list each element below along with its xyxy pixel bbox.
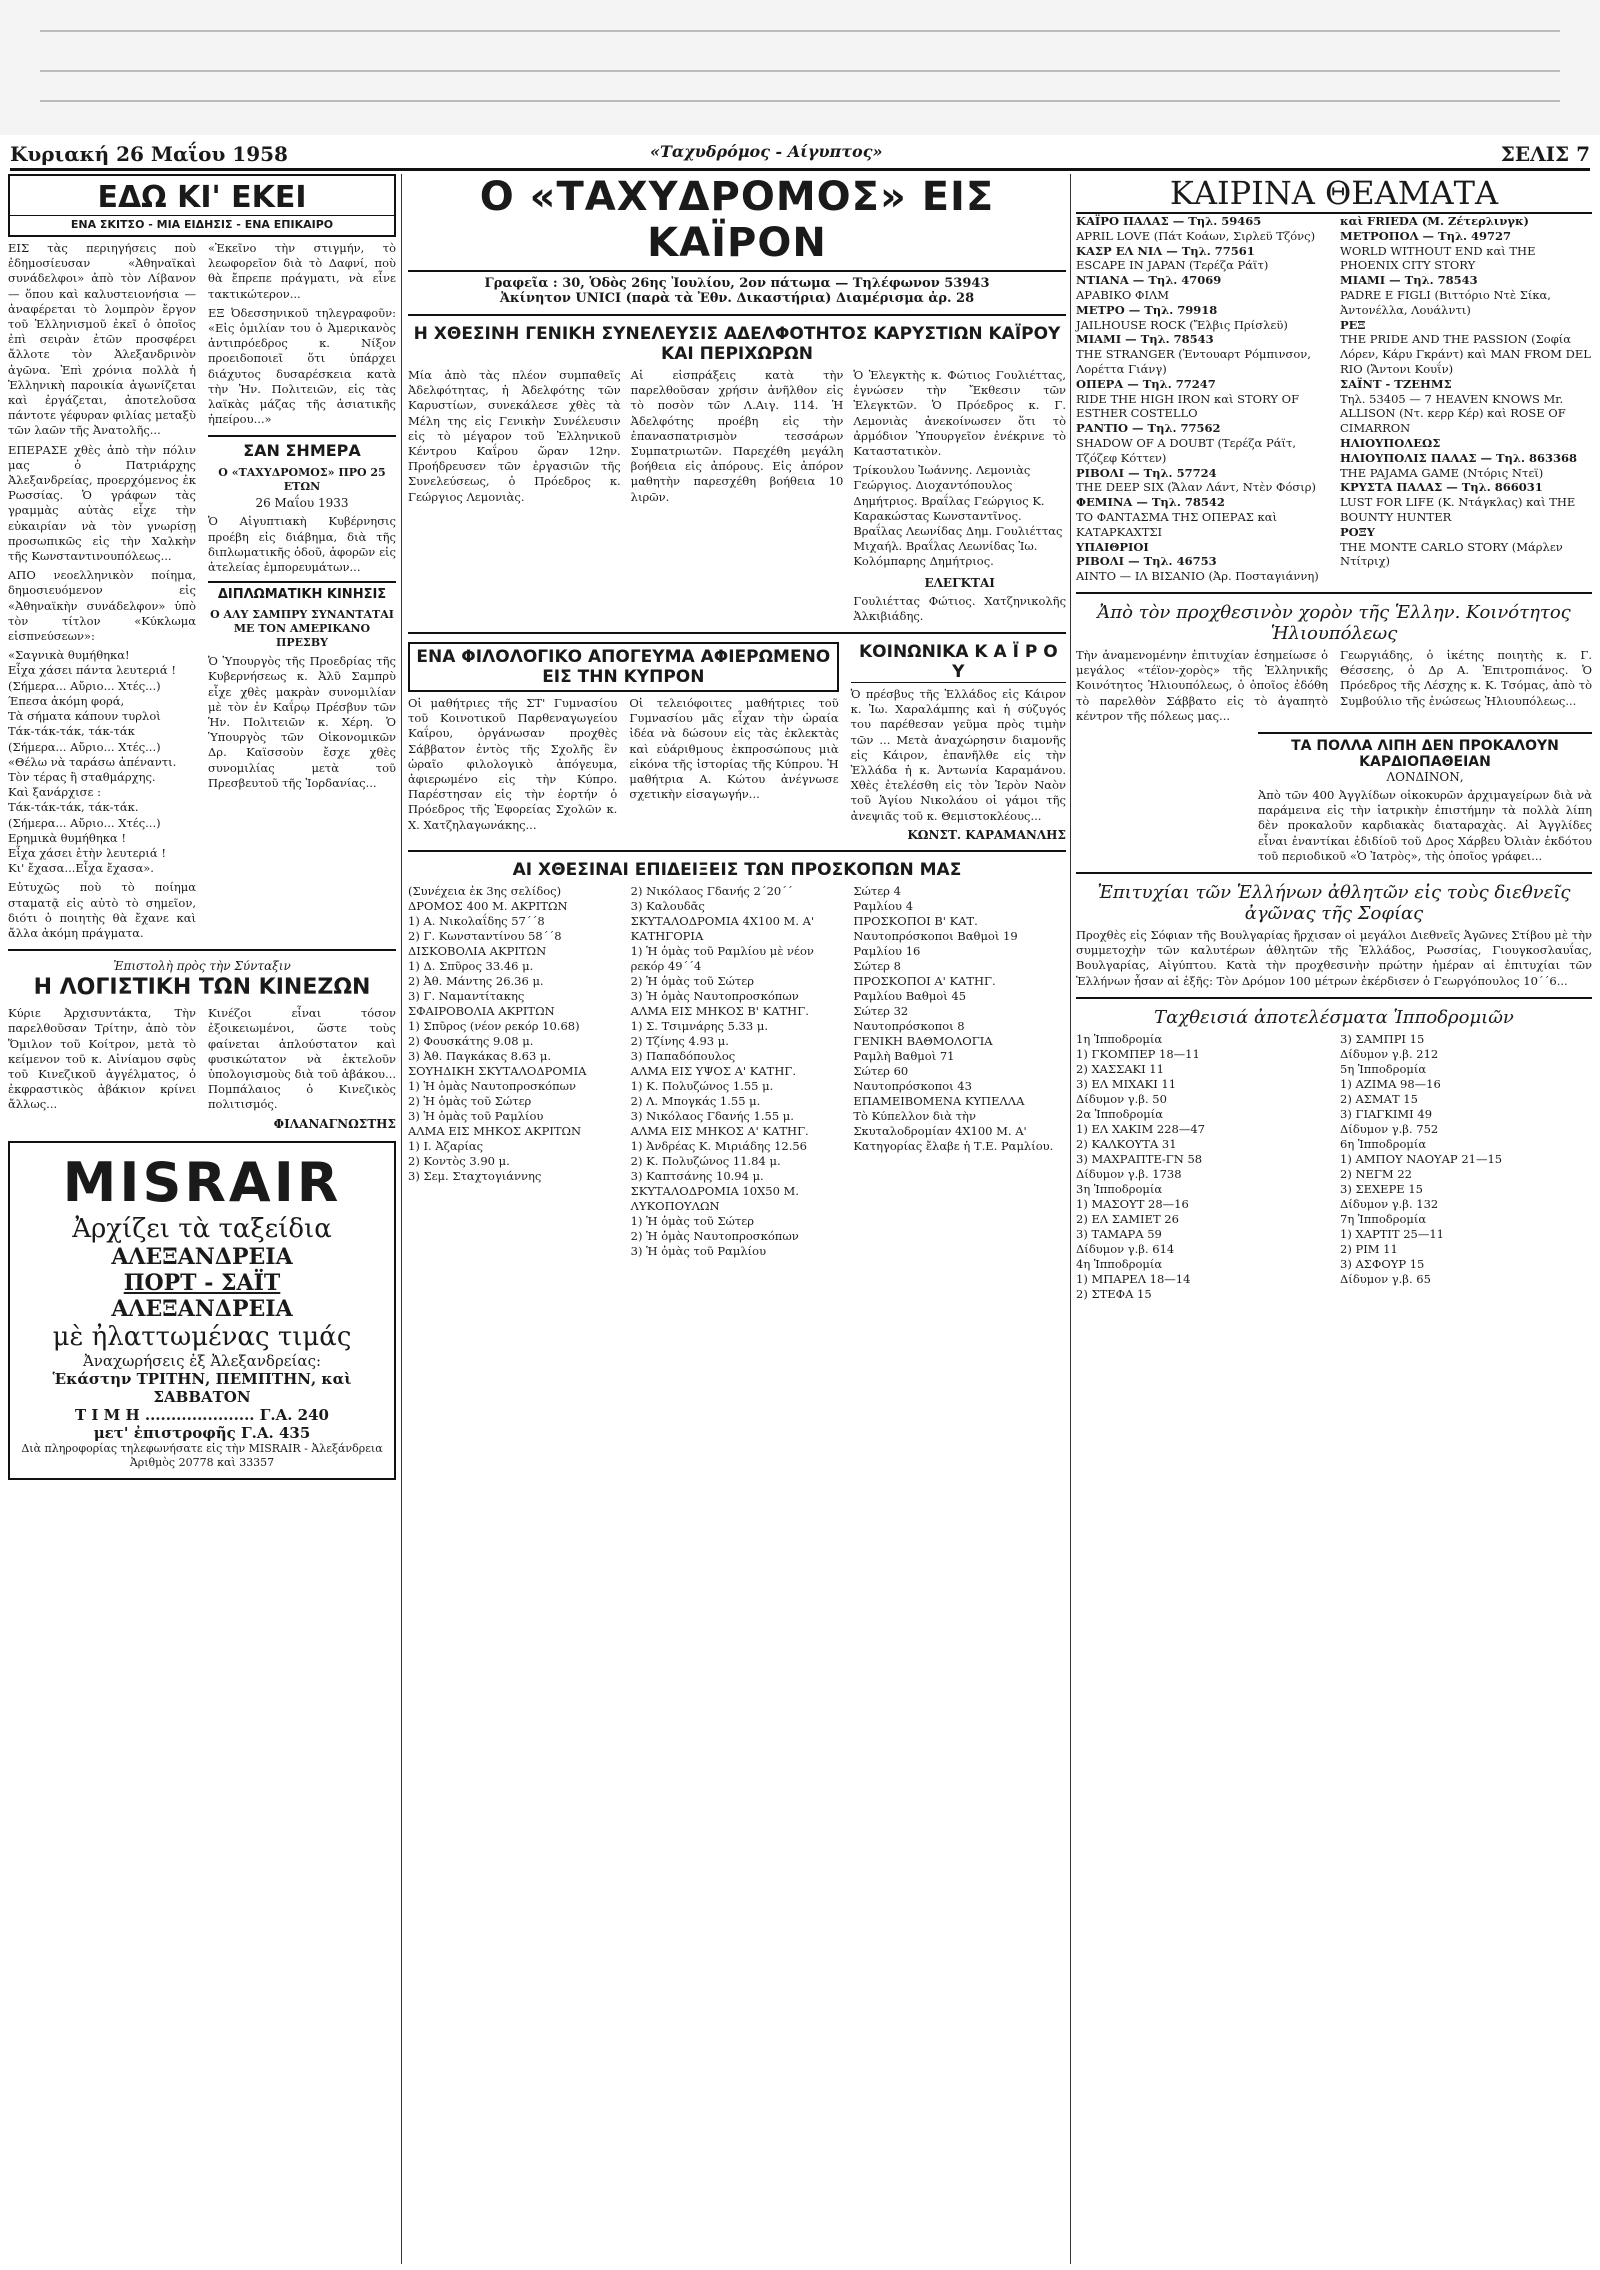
social-signature: ΚΩΝΣΤ. ΚΑΡΑΜΑΝΛΗΣ [907, 827, 1066, 842]
cinema-film: ΤΟ ΦΑΝΤΑΣΜΑ ΤΗΣ ΟΠΕΡΑΣ καὶ ΚΑΤΑΡΚΑΧΤΣΙ [1076, 509, 1278, 539]
assembly-text: Αἱ εἰσπράξεις κατὰ τὴν παρελθοῦσαν χρήσιν ἀνῆλθον εἰς τὸ ποσὸν τῶν Λ.Αιγ. 114. Ἡ Ἀδελφότης προέβη εἰς τὴν ἐπανασπατρισμὸν τεσσάρων Συμπατριωτῶν. Παρεχέθη μεγάλη βοήθεια εἰς ἀπόρους. Εἰς ἀπόρον μαθητὴν παρεσχέθη βοήθεια 10 λιρῶν. [630, 368, 844, 504]
ad-line: ΑΛΕΞΑΝΔΡΕΙΑ [111, 1243, 293, 1270]
cinema-listing [1340, 214, 1592, 229]
ad-line: Ἀναχωρήσεις ἐξ Ἀλεξανδρείας: [82, 1351, 322, 1370]
scan-noise-line [40, 30, 1560, 32]
cinema-film: APRIL LOVE (Πάτ Κοάων, Σιρλεϋ Τζόνς) [1076, 228, 1316, 243]
chinese-kicker: Ἐπιστολὴ πρὸς τὴν Σύνταξιν [113, 959, 291, 974]
chinese-text: Κύριε Ἀρχισυντάκτα, Τὴν παρελθοῦσαν Τρίτην, ἀπὸ τὸν Ὅμιλον τοῦ Κοίτρον, μετὰ τὸ κείμενον τοῦ κ. Αἰνίαμου σφὺς τοῦ Κινεζικοῦ ἀγγέλματος, ὁ ἐκφραστικὸς ἀβάκιον κρίνει ἄλλως... [8, 1006, 196, 1112]
cinema-listing [1076, 554, 1328, 584]
cinema-name: καὶ FRIEDA (Μ. Ζέτερλινγκ) [1340, 214, 1530, 228]
cinema-film: WORLD WITHOUT END καὶ THE PHOENIX CITY STORY [1340, 243, 1536, 273]
divider [1076, 997, 1592, 999]
philo-text: Οἱ τελειόφοιτες μαθήτριες τοῦ Γυμνασίου μᾶς εἶχαν τὴν ὡραία ἰδέα νὰ δώσουν εἰς τὰς ἐκλεκτὰς καὶ εὐάριθμους ἐκπροσώπους μιὰ εἰκόνα τῆς ἱστορίας τῆς Κύπρου. Ἡ μαθήτρια Α. Κώτου ἀνέγνωσε σχετικὴν εἰσαγωγήν... [629, 696, 839, 802]
chorus-title: Ἀπὸ τὸν προχθεσινὸν χορὸν τῆς Ἑλλην. Κοινότητος Ἡλιουπόλεως [1097, 601, 1571, 644]
cinema-film: THE DEEP SIX (Ἄλαν Λάντ, Ντὲν Φόσιρ) [1076, 480, 1316, 495]
divider [408, 850, 1066, 852]
heart-title: ΤΑ ΠΟΛΛΑ ΛΙΠΗ ΔΕΝ ΠΡΟΚΑΛΟΥΝ ΚΑΡΔΙΟΠΑΘΕΙΑΝ [1258, 732, 1592, 770]
today-title: ΣΑΝ ΣΗΜΕΡΑ [208, 435, 396, 460]
chinese-signature: ΦΙΛΑΝΑΓΝΩΣΤΗΣ [273, 1116, 396, 1131]
athletes-title: Ἐπιτυχίαι τῶν Ἑλλήνων ἀθλητῶν εἰς τοὺς διεθνεῖς ἀγῶνας τῆς Σοφίας [1097, 881, 1571, 924]
cinema-listing [1340, 451, 1592, 481]
ad-line: Ἀριθμὸς 20778 καὶ 33357 [129, 1455, 275, 1469]
masthead-running-title: «Ταχυδρόμος - Αίγυπτος» [650, 142, 883, 161]
assembly-body [408, 364, 1066, 624]
ad-line: Ἀρχίζει τὰ ταξείδια [72, 1213, 332, 1244]
assembly-title: Η ΧΘΕΣΙΝΗ ΓΕΝΙΚΗ ΣΥΝΕΛΕΥΣΙΣ ΑΔΕΛΦΟΤΗΤΟΣ ΚΑΡΥΣΤΙΩΝ ΚΑΪΡΟΥ ΚΑΙ ΠΕΡΙΧΩΡΩΝ [413, 324, 1061, 364]
cinema-name: ΡΑΝΤΙΟ — Τηλ. 77562 [1076, 421, 1221, 436]
cinemas-title: ΚΑΙΡΙΝΑ ΘΕΑΜΑΤΑ [1076, 174, 1592, 214]
heart-row [1076, 732, 1592, 864]
office-address: Γραφεῖα : 30, Ὁδὸς 26ης Ἰουλίου, 2ον πάτωμα — Τηλέφωνον 53943 [484, 276, 990, 291]
edo-text: ΕΠΕΡΑΣΕ χθὲς ἀπὸ τὴν πόλιν μας ὁ Πατριάρχης Ἀλεξανδρείας, προερχόμενος ἐκ Ρωσσίας. Ὁ γράφων τὰς γραμμὰς αὐτὰς εἶχε τὴν εὐκαιρίαν νὰ τὸν γνωρίσῃ προσωπικῶς εἰς τὴν Χαλκὴν τῆς Κωνσταντινουπόλεως... [8, 442, 196, 564]
sports-title: ΑΙ ΧΘΕΣΙΝΑΙ ΕΠΙΔΕΙΞΕΙΣ ΤΩΝ ΠΡΟΣΚΟΠΩΝ ΜΑΣ [512, 859, 962, 880]
cinema-listing [1340, 436, 1592, 451]
races-results-text: 1η Ἱπποδρομία 1) ΓΚΟΜΠΕΡ 18—11 2) ΧΑΣΣΑΚΙ 11 3) ΕΛ ΜΙΧΑΚΙ 11 Δίδυμον γ.β. 50 2α Ἱπποδρομία 1) ΕΛ ΧΑΚΙΜ 228—47 2) ΚΑΛΚΟΥΤΑ 31 3) ΜΑΧΡΑΠΤΕ-ΓΝ 58 Δίδυμον γ.β. 1738 3η Ἱπποδρομία 1) ΜΑΣΟΥΤ 28—16 2) ΕΛ ΣΑΜΙΕΤ 26 3) ΤΑΜΑΡΑ 59 Δίδυμον γ.β. 614 4η Ἱπποδρομία 1) ΜΠΑΡΕΛ 18—14 2) ΣΤΕΦΑ 15 [1076, 1031, 1205, 1301]
social-title: ΚΟΙΝΩΝΙΚΑ Κ Α Ϊ Ρ Ο Υ [851, 642, 1066, 683]
ad-line: ΠΟΡΤ - ΣΑΪΤ [123, 1269, 281, 1296]
cinema-listing [1076, 540, 1328, 555]
cinema-listing [1076, 332, 1328, 376]
divider [1076, 592, 1592, 594]
cinema-film: ESCAPE IN JAPAN (Τερέζα Ράϊτ) [1076, 258, 1269, 273]
philo-text: Οἱ μαθήτριες τῆς ΣΤ' Γυμνασίου τοῦ Κοινοτικοῦ Παρθεναγωγείου Καΐρου, ὀργάνωσαν προχθὲς Σάββατον ἐντὸς τῆς Σχολῆς ἓν ὡραῖο φιλολογικὸ ἀπόγευμα, ἀφιερωμένο εἰς τὴν Κύπρο. Παρέστησαν εἰς τὴν ἑορτήν ὁ Πρόεδρος τῆς Ἐφορείας Σχολῶν κ. Χ. Χατζηλαγωνάκης... [408, 696, 618, 832]
divider [408, 314, 1066, 316]
cinema-name: ΟΠΕΡΑ — Τηλ. 77247 [1076, 376, 1216, 391]
cinema-name: ΚΑΪΡΟ ΠΑΛΑΣ — Τηλ. 59465 [1076, 214, 1262, 228]
chorus-body [1076, 644, 1592, 724]
cinema-list-left [1076, 214, 1328, 584]
cinema-name: ΚΑΣΡ ΕΛ ΝΙΛ — Τηλ. 77561 [1076, 243, 1255, 258]
cinema-listing [1340, 525, 1592, 569]
edo-ki-ekei-box [8, 174, 396, 237]
philo-social-row [408, 642, 1066, 842]
cinema-film: PADRE E FIGLI (Βιττόριο Ντὲ Σίκα, Ἀντονέλλα, Λουάλντι) [1340, 287, 1551, 317]
edo-ki-ekei-body [8, 237, 396, 941]
assembly-text: Μία ἀπὸ τὰς πλέον συμπαθεῖς Ἀδελφότητας, ἡ Ἀδελφότης τῶν Καρυστίων, συνεκάλεσε χθὲς τὰ Μέλη της εἰς Γενικὴν Συνέλευσιν εἰς τὸ μέγαρον τοῦ Ἑλληνικοῦ Κέντρου Καΐρου ὥραν 12ην. Προήδρευσεν τῶν ἐργασιῶν τῆς Συνελεύσεως, ὁ Πρόεδρος κ. Γεώργιος Λεμονιὰς. [408, 368, 621, 504]
cinema-name: ΣΑΪΝΤ - ΤΖΕΗΜΣ [1340, 376, 1452, 391]
today-date: 26 Μαΐου 1933 [255, 496, 349, 511]
issue-date: Κυριακή 26 Μαΐου 1958 [10, 142, 288, 166]
chorus-text: Γεωργιάδης, ὁ ἱκέτης ποιητὴς κ. Γ. Θέσσεης, ὁ Δρ Α. Ἐπιτροπιάνος. Ὁ Πρόεδρος τῆς Λέσχης κ. Κ. Τσόμας, ἀπὸ τὸ Συμβούλιο τῆς ἐνώσεως Ἡλιουπόλεως... [1340, 647, 1592, 708]
center-column [408, 174, 1066, 1259]
chinese-body [8, 1002, 396, 1130]
cinema-name: ΦΕΜΙΝΑ — Τηλ. 78542 [1076, 495, 1225, 510]
cinema-name: ΥΠΑΙΘΡΙΟΙ [1076, 539, 1149, 554]
cinema-name: ΜΙΑΜΙ — Τηλ. 78543 [1340, 273, 1478, 288]
today-subtitle: Ο «ΤΑΧΥΔΡΟΜΟΣ» ΠΡΟ 25 ΕΤΩΝ [218, 466, 386, 494]
cinema-film: THE PAJAMA GAME (Ντόρις Ντεϊ) [1340, 465, 1544, 480]
edo-text: ΕΙΣ τὰς περιηγήσεις ποὺ ἐδημοσίευσαν «Ἀθηναϊκαὶ συνάδελφοι» ἀπὸ τὸν Λίβανον — ὅπου καὶ καλυστειονήσια — ἀναφέρεται τὸ λομπρὸν ἔργον τοῦ Ἑλληνισμοῦ ἐκεῖ ὁ ὁποῖος ἐπὶ σειρὰν ἐτῶν προσφέρει ἄλλοτε τὸν Ἀλεξανδρινὸν ἀγῶνα. Ἐπὶ χρόνια πολλὰ ἡ Ἑλληνικὴ παροικία ἀγωνίζεται καὶ ἐργάζεται, ἀποτελοῦσα πάντοτε γέφυραν φιλίας μεταξὺ τῶν λαῶν τῆς Ἀνατολῆς... [8, 241, 196, 438]
cinema-film: JAILHOUSE ROCK (Ἔλβις Πρίσλεϋ) [1076, 317, 1288, 332]
cinema-listing [1340, 273, 1592, 317]
cinema-listing [1340, 318, 1592, 377]
edo-text: ΑΠΟ νεοελληνικὸν ποίημα, δημοσιευόμενον εἰς «Ἀθηναϊκὴν συνάδελφον» ὑπὸ τὸν τίτλον «Κύκλωμα εἰσπνεύσεων»: [8, 568, 196, 644]
cinema-name: ΜΕΤΡΟ — Τηλ. 79918 [1076, 302, 1218, 317]
cinema-name: ΡΟΞΥ [1340, 524, 1375, 539]
sports-results-text: (Συνέχεια ἐκ 3ης σελίδος) ΔΡΟΜΟΣ 400 Μ. ΑΚΡΙΤΩΝ 1) Α. Νικολαΐδης 57΄΄8 2) Γ. Κωνσταντίνου 58΄΄8 ΔΙΣΚΟΒΟΛΙΑ ΑΚΡΙΤΩΝ 1) Δ. Σπῦρος 33.46 μ. 2) Ἀθ. Μάντης 26.36 μ. 3) Γ. Ναμαντίτακης ΣΦΑΙΡΟΒΟΛΙΑ ΑΚΡΙΤΩΝ 1) Σπῦρος (νέον ρεκόρ 10.68) 2) Φουσκάτης 9.08 μ. 3) Ἀθ. Παγκάκας 8.63 μ. ΣΟΥΗΔΙΚΗ ΣΚΥΤΑΛΟΔΡΟΜΙΑ 1) Ἡ ὁμὰς Ναυτοπροσκόπων 2) Ἡ ὁμὰς τοῦ Σώτερ 3) Ἡ ὁμὰς τοῦ Ραμλίου ΑΛΜΑ ΕΙΣ ΜΗΚΟΣ ΑΚΡΙΤΩΝ 1) Ι. Ἀζαρίας 2) Κοντὸς 3.90 μ. 3) Σεμ. Σταχτογιάννης [408, 883, 587, 1183]
ad-line: Ἑκάστην ΤΡΙΤΗΝ, ΠΕΜΠΤΗΝ, καὶ ΣΑΒΒΑΤΟΝ [52, 1369, 352, 1406]
diplo-subtitle: Ο ΑΛΥ ΣΑΜΠΡΥ ΣΥΝΑΝΤΑΤΑΙ ΜΕ ΤΟΝ ΑΜΕΡΙΚΑΝΟ ΠΡΕΣΒΥ [210, 608, 394, 650]
cinema-film: THE STRANGER (Ἐντουαρτ Ρόμπινσον, Λορέττα Γιάνγ) [1076, 347, 1311, 376]
cinema-film: SHADOW OF A DOUBT (Τερέζα Ράϊτ, Τζόζεφ Κόττεν) [1076, 435, 1296, 465]
heart-text: Ἀπὸ τῶν 400 Ἀγγλίδων οἰκοκυρῶν ἀρχιμαγείρων διὰ νὰ παράμεινα εἰς τὴν ἰατρικὴν ἐπιστήμην τὰ πολλὰ λίπη δὲν προκαλοῦν καρδιακὰς διαταραχὰς. Αἱ Ἀγγλίδες εἶναι ἐναντίκαι ἐδιδίοῦ τοῦ Δρος Χάρβευ Ὀλιὰν ἐκδότου τοῦ περιοδικοῦ «Ὁ Ἰατρὸς», τὴς ὁποῖος γράφει... [1258, 787, 1592, 863]
scan-header-strip [0, 0, 1600, 135]
sports-results [408, 880, 1066, 1259]
cinema-name: ΜΕΤΡΟΠΟΛ — Τηλ. 49727 [1340, 228, 1512, 243]
philo-title: ΕΝΑ ΦΙΛΟΛΟΓΙΚΟ ΑΠΟΓΕΥΜΑ ΑΦΙΕΡΩΜΕΝΟ ΕΙΣ ΤΗΝ ΚΥΠΡΟΝ [408, 642, 839, 692]
cinema-listing [1076, 377, 1328, 421]
column-rule [1070, 174, 1071, 2264]
dateline-bar [10, 142, 1590, 171]
scan-noise-line [40, 70, 1560, 72]
ad-line: Τ Ι Μ Η ..................... Γ.Α. 240 [75, 1405, 329, 1424]
diplo-title: ΔΙΠΛΩΜΑΤΙΚΗ ΚΙΝΗΣΙΣ [208, 581, 396, 602]
cinema-listing [1340, 377, 1592, 436]
races-results-text: 3) ΣΑΜΠΡΙ 15 Δίδυμον γ.β. 212 5η Ἱπποδρομία 1) ΑΖΙΜΑ 98—16 2) ΑΣΜΑΤ 15 3) ΓΙΑΓΚΙΜΙ 49 Δίδυμον γ.β. 752 6η Ἱπποδρομία 1) ΑΜΠΟΥ ΝΑΟΥΑΡ 21—15 2) ΝΕΓΜ 22 3) ΣΕΧΕΡΕ 15 Δίδυμον γ.β. 132 7η Ἱπποδρομία 1) ΧΑΡΤΙΤ 25—11 2) ΡΙΜ 11 3) ΑΣΦΟΥΡ 15 Δίδυμον γ.β. 65 [1340, 1031, 1503, 1286]
heart-dateline: ΛΟΝΔΙΝΟΝ, [1386, 769, 1464, 784]
ad-line: μετ' ἐπιστροφῆς Γ.Α. 435 [93, 1423, 311, 1442]
today-text: Ὁ Αἰγυπτιακὴ Κυβέρνησις προέβη εἰς διάβημα, διὰ τῆς διπλωματικῆς ὁδοῦ, ἀφορῶν εἰς ἀτελείας ἐμπορευμάτων... [208, 514, 396, 575]
edo-text: «Ἐκεῖνο τὴν στιγμήν, τὸ λεωφορεῖον διὰ τὸ Δαφνί, ποὺ θὰ ἔπρεπε πράγματι, νὰ εἶνε τακτικώτερον... [208, 241, 396, 301]
divider [8, 949, 396, 951]
cinema-film: ΑΙΝΤΟ — ΙΛ ΒΙΣΑΝΙΟ (Ἀρ. Ποσταγιάννη) [1076, 569, 1319, 584]
cinema-film: LUST FOR LIFE (Κ. Ντάγκλας) καὶ THE BOUNTY HUNTER [1340, 495, 1576, 524]
edo-ki-ekei-title: ΕΔΩ ΚΙ' ΕΚΕΙ [97, 180, 307, 215]
cinema-listing [1076, 214, 1328, 244]
auditors-title: ΕΛΕΓΚΤΑΙ [924, 575, 995, 590]
social-text: Ὁ πρέσβυς τῆς Ἑλλάδος εἰς Κάιρον κ. Ἰω. Χαραλάμπης καὶ ἡ σύζυγός του παρέθεσαν γεῦμα πρὸς τιμὴν τῶν ... Μετὰ ἀναχώρησιν διαμονῆς εἰς Κάιρον, ἐπανῆλθε εἰς τὴν Ἑλλάδα ἡ κ. Ἀντωνία Καραμάνου. Χθὲς ἐτελέσθη εἰς τὸν Ἱερὸν Ναὸν τοῦ Ἁγίου Νικολάου οἱ γάμοι τῆς ἀνεψιᾶς τοῦ κ. Θεμιστοκλέους... [850, 687, 1066, 823]
cinema-listing [1340, 480, 1592, 524]
cinema-film: THE MONTE CARLO STORY (Μάρλεν Ντίτριχ) [1340, 539, 1563, 569]
diplo-text: Ὁ Ὑπουργὸς τῆς Προεδρίας τῆς Κυβερνήσεως κ. Ἀλῦ Σαμπρὺ εἶχε χθὲς μακρὰν συνομιλίαν μὲ τὸν ἐν Καΐρῳ Πρέσβυν τῶν Ἡν. Πολιτειῶν κ. Χέρη. Ὁ Ὑπουργὸς τῶν Οἰκονομικῶν Δρ. Καϊσσοὺν ἔσχε χθὲς συνομιλίας μετὰ τοῦ Πρεσβευτοῦ τῆς Ἰορδανίας... [208, 654, 396, 790]
cinema-listing [1076, 273, 1328, 303]
cinema-name: ΗΛΙΟΥΠΟΛΕΩΣ [1340, 435, 1441, 450]
cinema-list-right [1340, 214, 1592, 584]
races-title: Ταχθεισιά ἀποτελέσματα Ἱπποδρομιῶν [1154, 1006, 1514, 1028]
cinema-listing [1076, 244, 1328, 274]
cinema-listing [1076, 466, 1328, 496]
ad-line: ΑΛΕΞΑΝΔΡΕΙΑ [111, 1295, 293, 1322]
edo-text: ΕΞ Ὀδεσσηνικοῦ τηλεγραφοῦν: «Εἰς ὁμιλίαν του ὁ Ἀμερικανὸς ἀντιπρόεδρος κ. Νίξον προειδοποιεῖ ὅτι ὑπάρχει διάχυτος δυσαρέσκεια κατὰ τὴν Ἡν. Πολιτειῶν, εἰς τὰς λαϊκὰς μάζας τῆς ἀσιατικῆς ἠπείρου...» [208, 305, 396, 427]
ad-line: Διὰ πληροφορίας τηλεφωνήσατε εἰς τὴν MISRAIR - Ἀλεξάνδρεια [21, 1441, 383, 1455]
assembly-text: Ὁ Ἐλεγκτὴς κ. Φώτιος Γουλιέττας, ἐγνώσεν τὴν Ἔκθεσιν τῶν Ἐλεγκτῶν. Ὁ Πρόεδρος κ. Γ. Λεμονιὰς ἀνεκοίνωσεν ὅτι τὸ ἀρμόδιον Ὑπουργεῖον ἐνέκρινε τὸ Καταστατικὸν. [853, 368, 1067, 459]
misrair-advertisement [8, 1141, 396, 1480]
cinema-film: RIDE THE HIGH IRON καὶ STORY OF ESTHER COSTELLO [1076, 391, 1300, 421]
cinema-listing [1076, 495, 1328, 539]
cairo-section-masthead: Ο «ΤΑΧΥΔΡΟΜΟΣ» ΕΙΣ ΚΑΪΡΟΝ [408, 174, 1066, 272]
races-results [1076, 1028, 1592, 1302]
column-rule [401, 174, 402, 2264]
divider [1076, 872, 1592, 874]
cinema-listing [1340, 229, 1592, 273]
divider [408, 632, 1066, 634]
chinese-text: Κινέζοι εἶναι τόσον ἐξοικειωμένοι, ὥστε τοὺς φαίνεται ἁπλούστατον καὶ φυσικώτατον νὰ ἐκτελοῦν ὑπολογισμοὺς διὰ τοῦ ἀβάκου... Πομπάλαιος ὁ Κινεζικὸς πολιτισμός. [208, 1006, 396, 1112]
cinema-name: ΚΡΥΣΤΑ ΠΑΛΑΣ — Τηλ. 866031 [1340, 480, 1543, 495]
chinese-title: Η ΛΟΓΙΣΤΙΚΗ ΤΩΝ ΚΙΝΕΖΩΝ [33, 975, 371, 1001]
edo-ki-ekei-subtitle: ΕΝΑ ΣΚΙΤΣΟ - ΜΙΑ ΕΙΔΗΣΙΣ - ΕΝΑ ΕΠΙΚΑΙΡΟ [10, 215, 394, 235]
left-column [8, 174, 396, 1480]
page-number: ΣΕΛΙΣ 7 [1500, 142, 1590, 166]
right-column [1076, 174, 1592, 1302]
board-members: Τρίκουλου Ἰωάννης. Λεμονιὰς Γεώργιος. Διοχαντόπουλος Δημήτριος. Βραΐλας Γεώργιος Κ. Καρακώστας Κωνσταντῖνος. Βραΐλας Λεωνίδας Δημ. Γουλιέττας Μιχαήλ. Βραΐλας Λεωνίδας Ἰω. Κολόμπαρης Δημήτριος. [853, 463, 1063, 569]
sports-results-text: Σώτερ 4 Ραμλίου 4 ΠΡΟΣΚΟΠΟΙ Β' ΚΑΤ. Ναυτοπρόσκοποι Βαθμοὶ 19 Ραμλίου 16 Σώτερ 8 ΠΡΟΣΚΟΠΟΙ Α' ΚΑΤΗΓ. Ραμλίου Βαθμοὶ 45 Σώτερ 32 Ναυτοπρόσκοποι 8 ΓΕΝΙΚΗ ΒΑΘΜΟΛΟΓΙΑ Ραμλὴ Βαθμοὶ 71 Σώτερ 60 Ναυτοπρόσκοποι 43 ΕΠΑΜΕΙΒΟΜΕΝΑ ΚΥΠΕΛΛΑ Τὸ Κύπελλον διὰ τὴν Σκυταλοδρομίαν 4Χ100 Μ. Α' Κατηγορίας ἔλαβε ἡ Τ.Ε. Ραμλίου. [853, 883, 1054, 1153]
cinema-listings [1076, 214, 1592, 584]
scan-noise-line [40, 100, 1560, 102]
office-address-2: Ἀκίνητον UNICI (παρὰ τὰ Ἐθν. Δικαστήρια) Διαμέρισμα ἀρ. 28 [499, 291, 975, 306]
ad-line: μὲ ἠλαττωμένας τιμάς [52, 1321, 352, 1352]
cinema-name: ΗΛΙΟΥΠΟΛΙΣ ΠΑΛΑΣ — Τηλ. 863368 [1340, 450, 1577, 465]
sports-results-text: 2) Νικόλαος Γδανής 2΄20΄΄ 3) Καλουδᾶς ΣΚΥΤΑΛΟΔΡΟΜΙΑ 4Χ100 Μ. Α' ΚΑΤΗΓΟΡΙΑ 1) Ἡ ὁμὰς τοῦ Ραμλίου μὲ νέον ρεκόρ 49΄΄4 2) Ἡ ὁμὰς τοῦ Σώτερ 3) Ἡ ὁμὰς Ναυτοπροσκόπων ΑΛΜΑ ΕΙΣ ΜΗΚΟΣ Β' ΚΑΤΗΓ. 1) Σ. Τσιμνάρης 5.33 μ. 2) Τζίνης 4.93 μ. 3) Παπαδόπουλος ΑΛΜΑ ΕΙΣ ΥΨΟΣ Α' ΚΑΤΗΓ. 1) Κ. Πολυζώνος 1.55 μ. 2) Λ. Μπογκάς 1.55 μ. 3) Νικόλαος Γδανής 1.55 μ. ΑΛΜΑ ΕΙΣ ΜΗΚΟΣ Α' ΚΑΤΗΓ. 1) Ἀνδρέας Κ. Μιριάδης 12.56 2) Κ. Πολυζώνος 11.84 μ. 3) Καπτσάνης 10.94 μ. ΣΚΥΤΑΛΟΔΡΟΜΙΑ 10Χ50 Μ. ΛΥΚΟΠΟΥΛΩΝ 1) Ἡ ὁμὰς τοῦ Σώτερ 2) Ἡ ὁμὰς Ναυτοπροσκόπων 3) Ἡ ὁμὰς τοῦ Ραμλίου [630, 883, 815, 1258]
cinema-film: THE PRIDE AND THE PASSION (Σοφία Λόρεν, Κάρυ Γκράντ) καὶ MAN FROM DEL RIO (Ἄντονι Κουΐν) [1340, 332, 1591, 376]
cinema-name: ΜΙΑΜΙ — Τηλ. 78543 [1076, 332, 1214, 347]
edo-poem: «Σαγνικὰ θυμήθηκα! Εἶχα χάσει πάντα λευτεριά ! (Σήμερα... Αὔριο... Χτές...) Έπεσα ἀκόμη φορά, Τὰ σήματα κάπουν τυρλοὶ Τάκ-τάκ-τάκ, τάκ-τάκ (Σήμερα... Αὔριο... Χτές...) «Θέλω νὰ ταράσω ἀπέναντι. Τὸν τέρας ἢ σταθμάρχης. Καὶ ξανάρχισε : Τάκ-τάκ-τάκ, τάκ-τάκ. (Σήμερα... Αὔριο... Χτές...) Ερημικὰ θυμήθηκα ! Εἶχα χάσει ἐτὴν λευτεριά ! Κι' ἔχασα...Εἶχα ἔχασα». [8, 648, 177, 876]
auditors-list: Γουλιέττας Φώτιος. Χατζηνικολῆς Ἀλκιβιάδης. [853, 593, 1067, 623]
cinema-film: ΑΡΑΒΙΚΟ ΦΙΛΜ [1076, 287, 1170, 302]
chorus-text: Τὴν ἀναμενομένην ἐπιτυχίαν ἐσημείωσε ὁ μεγάλος «τέϊον-χορὸς» τῆς Ἑλληνικῆς Κοινότητος Ἡλιουπόλεως, ὁ ὁποῖος ἐδόθη τὸ παρελθὸν Σάββατο εἰς τὸ ἀγαπητὸ κέντρον τῆς πόλεως μας... [1076, 647, 1328, 723]
cinema-film: Τηλ. 53405 — 7 HEAVEN KNOWS Mr. ALLISON (Ντ. κερρ Κέρ) καὶ ROSE OF CIMARRON [1340, 391, 1566, 436]
misrair-logo: MISRAIR [62, 1150, 342, 1214]
cinema-name: ΡΙΒΟΛΙ — Τηλ. 57724 [1076, 465, 1217, 480]
athletes-text: Προχθὲς εἰς Σόφιαν τῆς Βουλγαρίας ἤρχισαν οἱ μεγάλοι Διεθνεῖς Ἀγῶνες Στίβου μὲ τὴν συμμετοχὴν τῶν καλυτέρων ἀθλητῶν τῆς Ἑλλάδος, Ρωσσίας, Γιουγκοσλαυΐας, Βουλγαρίας, Αἰγύπτου. Κατὰ τὴν προχθεσινὴν πρώτην ἡμέραν αἱ ἐπιτυχίαι τῶν Ἑλλήνων ἦσαν αἱ ἑξῆς: Τὸν Δρόμον 100 μέτρων ἐκέρδισεν ὁ Γεωργόπουλος 10΄΄6... [1076, 927, 1592, 988]
cinema-listing [1076, 303, 1328, 333]
cinema-listing [1076, 421, 1328, 465]
edo-text: Εὐτυχῶς ποὺ τὸ ποίημα σταματᾷ εἰς αὐτὸ τὸ σημεῖον, διότι ὁ ποιητὴς θὰ ἔχανε καὶ ἄλλα ἀκόμη πράγματα. [8, 880, 196, 940]
cinema-name: ΝΤΙΑΝΑ — Τηλ. 47069 [1076, 273, 1222, 288]
cinema-name: ΡΙΒΟΛΙ — Τηλ. 46753 [1076, 554, 1217, 569]
cinema-name: ΡΕΞ [1340, 317, 1366, 332]
